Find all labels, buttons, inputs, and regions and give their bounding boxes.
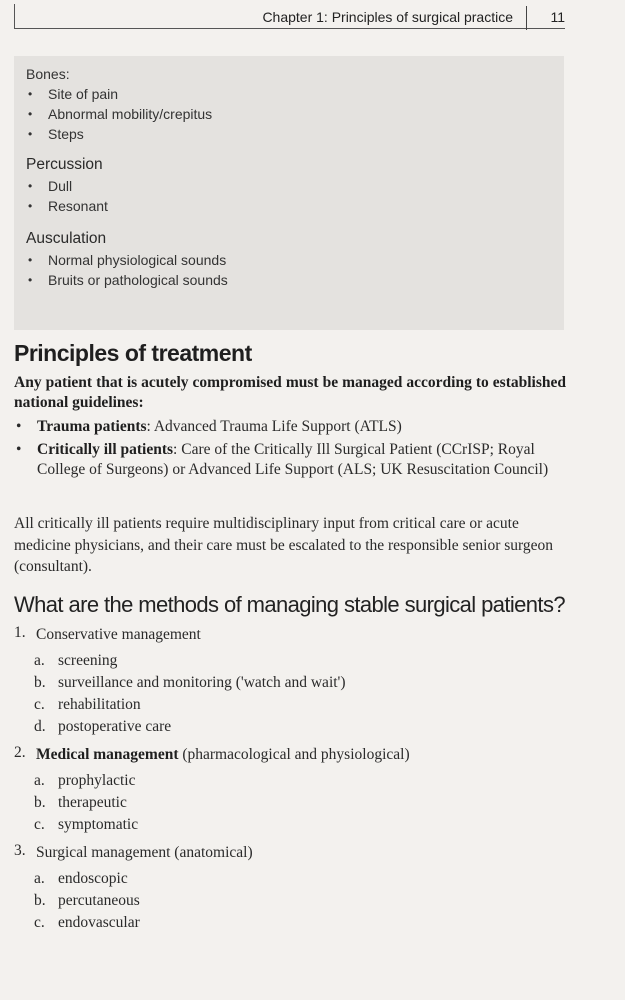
page-number: 11	[550, 9, 565, 25]
item-title: Conservative management	[36, 626, 201, 643]
list-item: • Abnormal mobility/crepitus	[26, 104, 228, 124]
running-header	[14, 4, 565, 29]
item-number: 1.	[14, 624, 26, 641]
sub-list	[14, 868, 564, 934]
list-item	[14, 842, 564, 934]
sub-list-item: a. screening	[34, 652, 118, 669]
sub-list	[14, 650, 564, 738]
examination-box-content	[26, 64, 228, 290]
list-item-term: Critically ill patients	[37, 440, 174, 458]
lead-paragraph: Any patient that is acutely compromised must be managed according to established national guidelines:	[14, 374, 566, 411]
percussion-heading: Percussion	[26, 156, 103, 173]
percussion-list	[26, 176, 228, 216]
section-heading: Principles of treatment	[14, 340, 252, 366]
sub-list-item: a. endoscopic	[34, 870, 128, 887]
list-item	[14, 440, 564, 481]
sub-list-item: d. postoperative care	[34, 718, 172, 735]
bones-list	[26, 84, 228, 144]
guideline-list	[14, 417, 564, 483]
body-paragraph: All critically ill patients require multidisciplinary input from critical care or acute medicine physicians, and their care must be escalated to the responsible senior surgeon (consultant).	[14, 515, 554, 575]
subsection-heading: What are the methods of managing stable surgical patients?	[14, 592, 565, 617]
auscultation-heading: Ausculation	[26, 230, 107, 247]
sub-list-item: c. endovascular	[34, 914, 140, 931]
list-item	[14, 744, 564, 836]
list-item	[14, 417, 564, 438]
examination-box	[14, 56, 564, 330]
list-item: • Steps	[26, 124, 228, 144]
header-divider	[526, 6, 527, 30]
item-title: Medical management (pharmacological and physiological)	[36, 746, 410, 763]
list-item: • Bruits or pathological sounds	[26, 270, 228, 290]
list-item-term: Trauma patients	[37, 418, 147, 435]
list-item-text: : Care of the Critically Ill Surgical Patient (CCrISP; Royal College of Surgeons) or Advanced Life Support (ALS; UK Resuscitation Council)	[37, 440, 549, 478]
list-item	[14, 624, 564, 738]
auscultation-list	[26, 250, 228, 290]
item-title: Surgical management (anatomical)	[36, 844, 253, 861]
sub-list	[14, 770, 564, 836]
list-item: • Normal physiological sounds	[26, 250, 228, 270]
item-number: 2.	[14, 744, 26, 761]
sub-list-item: c. symptomatic	[34, 816, 139, 833]
list-item: • Dull	[26, 176, 228, 196]
list-item: • Resonant	[26, 196, 228, 216]
methods-list	[14, 624, 564, 940]
list-item-text: : Advanced Trauma Life Support (ATLS)	[146, 418, 402, 435]
sub-list-item: a. prophylactic	[34, 772, 136, 789]
sub-list-item: b. percutaneous	[34, 892, 140, 909]
bones-label: Bones:	[26, 66, 70, 82]
sub-list-item: b. surveillance and monitoring ('watch and wait')	[34, 674, 346, 691]
sub-list-item: b. therapeutic	[34, 794, 127, 811]
chapter-title: Chapter 1: Principles of surgical practice	[262, 9, 513, 25]
list-item: • Site of pain	[26, 84, 228, 104]
sub-list-item: c. rehabilitation	[34, 696, 141, 713]
item-number: 3.	[14, 842, 26, 859]
